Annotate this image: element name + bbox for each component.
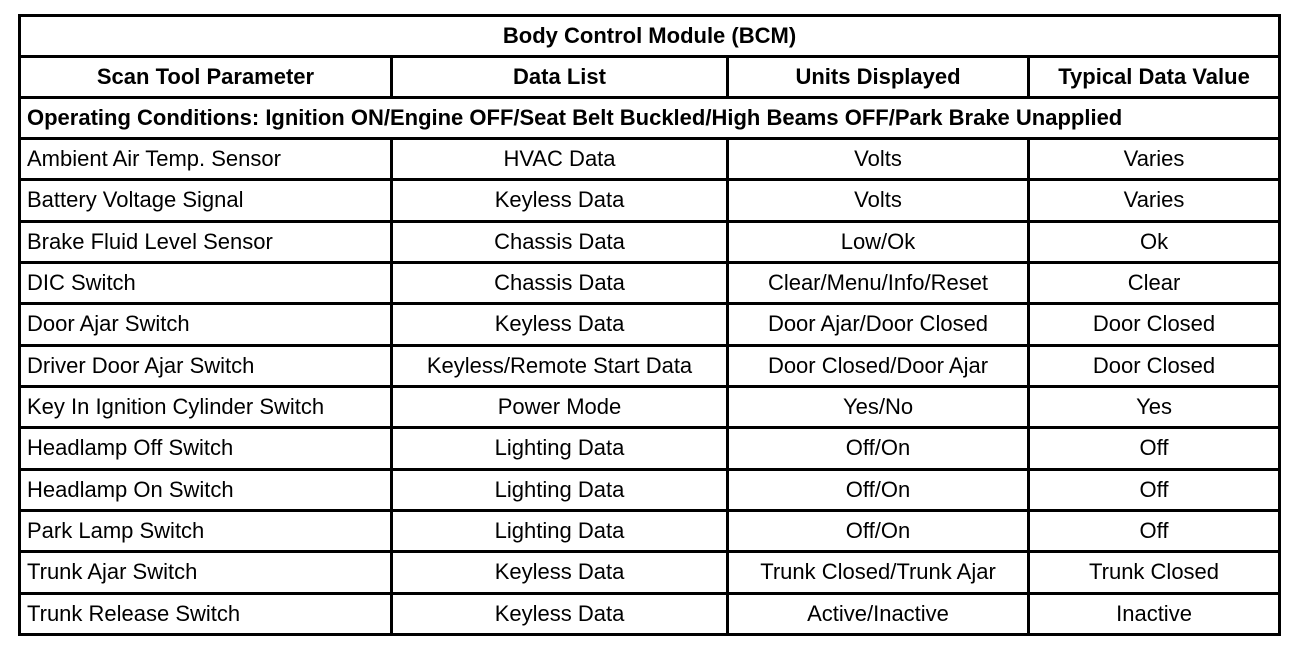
- cell-typical-value: Varies: [1029, 139, 1280, 180]
- cell-units: Low/Ok: [728, 221, 1029, 262]
- table-row: [20, 510, 1280, 551]
- cell-parameter: Door Ajar Switch: [20, 304, 392, 345]
- cell-parameter: DIC Switch: [20, 262, 392, 303]
- cell-data-list: Keyless Data: [392, 552, 728, 593]
- header-scan-tool-parameter: Scan Tool Parameter: [20, 57, 392, 98]
- table-title-row: [20, 16, 1280, 57]
- table-row: [20, 304, 1280, 345]
- cell-parameter: Headlamp On Switch: [20, 469, 392, 510]
- table-row: [20, 221, 1280, 262]
- table-row: [20, 428, 1280, 469]
- cell-data-list: Chassis Data: [392, 262, 728, 303]
- cell-units: Door Ajar/Door Closed: [728, 304, 1029, 345]
- cell-parameter: Driver Door Ajar Switch: [20, 345, 392, 386]
- header-data-list: Data List: [392, 57, 728, 98]
- table-row: [20, 180, 1280, 221]
- cell-parameter: Headlamp Off Switch: [20, 428, 392, 469]
- cell-parameter: Battery Voltage Signal: [20, 180, 392, 221]
- cell-data-list: Chassis Data: [392, 221, 728, 262]
- operating-conditions: Operating Conditions: Ignition ON/Engine OFF/Seat Belt Buckled/High Beams OFF/Park Brake Unapplied: [20, 98, 1280, 139]
- cell-typical-value: Yes: [1029, 386, 1280, 427]
- header-units-displayed: Units Displayed: [728, 57, 1029, 98]
- cell-units: Active/Inactive: [728, 593, 1029, 634]
- cell-parameter: Ambient Air Temp. Sensor: [20, 139, 392, 180]
- cell-units: Off/On: [728, 469, 1029, 510]
- cell-units: Volts: [728, 180, 1029, 221]
- cell-typical-value: Ok: [1029, 221, 1280, 262]
- table-row: [20, 593, 1280, 634]
- table-header-row: [20, 57, 1280, 98]
- cell-typical-value: Inactive: [1029, 593, 1280, 634]
- cell-units: Clear/Menu/Info/Reset: [728, 262, 1029, 303]
- cell-typical-value: Off: [1029, 469, 1280, 510]
- table-row: [20, 262, 1280, 303]
- table-title: Body Control Module (BCM): [20, 16, 1280, 57]
- cell-data-list: Power Mode: [392, 386, 728, 427]
- cell-units: Door Closed/Door Ajar: [728, 345, 1029, 386]
- header-typical-data-value: Typical Data Value: [1029, 57, 1280, 98]
- table-row: [20, 552, 1280, 593]
- table-row: [20, 469, 1280, 510]
- cell-data-list: Keyless Data: [392, 180, 728, 221]
- cell-units: Off/On: [728, 428, 1029, 469]
- cell-parameter: Key In Ignition Cylinder Switch: [20, 386, 392, 427]
- bcm-data-table: [18, 14, 1281, 636]
- cell-parameter: Trunk Release Switch: [20, 593, 392, 634]
- cell-units: Off/On: [728, 510, 1029, 551]
- cell-data-list: Lighting Data: [392, 510, 728, 551]
- table-body: [20, 139, 1280, 635]
- cell-typical-value: Trunk Closed: [1029, 552, 1280, 593]
- cell-typical-value: Off: [1029, 428, 1280, 469]
- cell-parameter: Trunk Ajar Switch: [20, 552, 392, 593]
- cell-typical-value: Varies: [1029, 180, 1280, 221]
- table-row: [20, 386, 1280, 427]
- cell-data-list: Lighting Data: [392, 469, 728, 510]
- cell-units: Trunk Closed/Trunk Ajar: [728, 552, 1029, 593]
- cell-typical-value: Door Closed: [1029, 304, 1280, 345]
- cell-units: Yes/No: [728, 386, 1029, 427]
- cell-typical-value: Clear: [1029, 262, 1280, 303]
- table-row: [20, 345, 1280, 386]
- cell-typical-value: Off: [1029, 510, 1280, 551]
- cell-data-list: Keyless Data: [392, 304, 728, 345]
- cell-data-list: HVAC Data: [392, 139, 728, 180]
- cell-parameter: Brake Fluid Level Sensor: [20, 221, 392, 262]
- operating-conditions-row: [20, 98, 1280, 139]
- cell-parameter: Park Lamp Switch: [20, 510, 392, 551]
- cell-data-list: Lighting Data: [392, 428, 728, 469]
- cell-data-list: Keyless/Remote Start Data: [392, 345, 728, 386]
- cell-units: Volts: [728, 139, 1029, 180]
- cell-data-list: Keyless Data: [392, 593, 728, 634]
- table-row: [20, 139, 1280, 180]
- cell-typical-value: Door Closed: [1029, 345, 1280, 386]
